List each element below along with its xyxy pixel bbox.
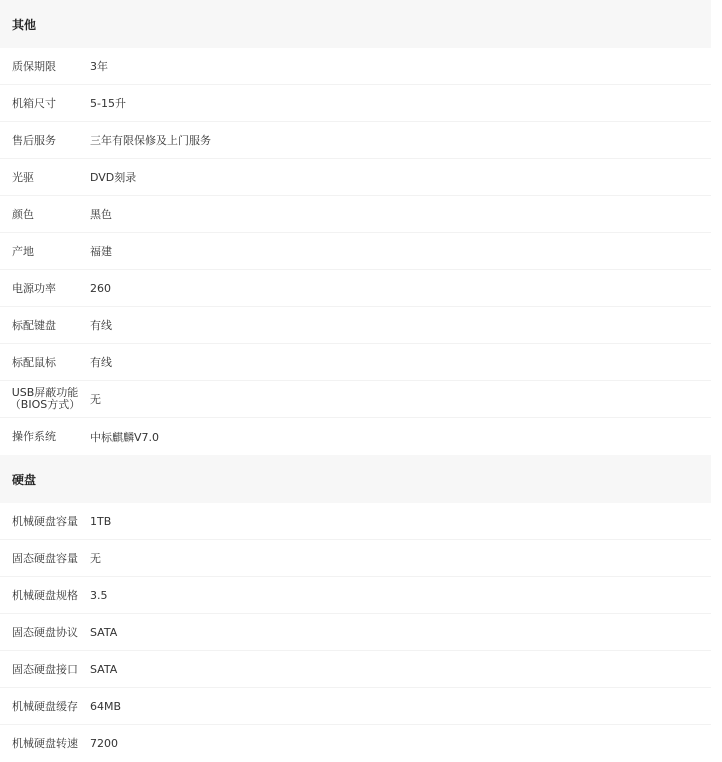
spec-row-origin [0,233,711,270]
spec-value: 黑色 [90,208,112,221]
spec-row-ssd-protocol [0,614,711,651]
spec-value: 有线 [90,356,112,369]
spec-label-line: USB屏蔽功能 [11,387,79,399]
spec-row-color [0,196,711,233]
spec-row-hdd-capacity [0,503,711,540]
spec-label: 机箱尺寸 [12,96,56,110]
spec-label: 颜色 [12,207,34,221]
spec-row-hdd-rpm [0,725,711,762]
spec-value: 无 [90,552,101,565]
spec-value: DVD刻录 [90,171,137,184]
spec-row-mouse [0,344,711,381]
spec-label: 光驱 [12,170,34,184]
spec-row-warranty [0,48,711,85]
spec-value: 中标麒麟V7.0 [90,430,160,444]
spec-value: 64MB [90,699,122,713]
spec-row-ssd-interface [0,651,711,688]
spec-row-after-sales [0,122,711,159]
spec-row-optical-drive [0,159,711,196]
spec-value: 3.5 [90,588,108,602]
spec-label: 机械硬盘规格 [12,588,78,602]
spec-label: 机械硬盘转速 [12,737,78,750]
spec-label: 标配键盘 [12,318,56,332]
spec-value: 5-15升 [90,97,126,110]
spec-value: 260 [90,281,111,295]
spec-label: 售后服务 [12,133,56,147]
spec-label-line: （BIOS方式） [9,398,81,411]
spec-row-hdd-form-factor [0,577,711,614]
spec-value: SATA [90,625,118,639]
spec-label: 电源功率 [12,281,56,295]
spec-value: 无 [90,393,101,406]
section-title-other: 其他 [0,0,711,48]
spec-row-usb-block [0,381,711,418]
spec-row-power [0,270,711,307]
spec-label: 机械硬盘容量 [12,514,78,528]
spec-row-ssd-capacity [0,540,711,577]
spec-label: 产地 [12,244,34,258]
spec-label: 操作系统 [12,430,56,443]
spec-label: 固态硬盘接口 [12,662,78,676]
section-title-hard-disk: 硬盘 [0,455,711,503]
spec-row-keyboard [0,307,711,344]
spec-label: 质保期限 [12,59,56,73]
spec-label: 标配鼠标 [12,355,56,369]
spec-value: 有线 [90,319,112,332]
spec-value: 福建 [90,245,112,258]
spec-row-case-size [0,85,711,122]
spec-value: 7200 [90,737,118,750]
spec-value: 3年 [90,60,108,73]
spec-row-os [0,418,711,455]
spec-value: SATA [90,662,118,676]
spec-value: 1TB [90,514,112,528]
spec-row-hdd-cache [0,688,711,725]
spec-label: 固态硬盘协议 [12,625,78,639]
spec-label: 固态硬盘容量 [12,551,78,565]
spec-label [0,387,90,411]
spec-value: 三年有限保修及上门服务 [90,134,211,147]
spec-label: 机械硬盘缓存 [12,699,78,713]
